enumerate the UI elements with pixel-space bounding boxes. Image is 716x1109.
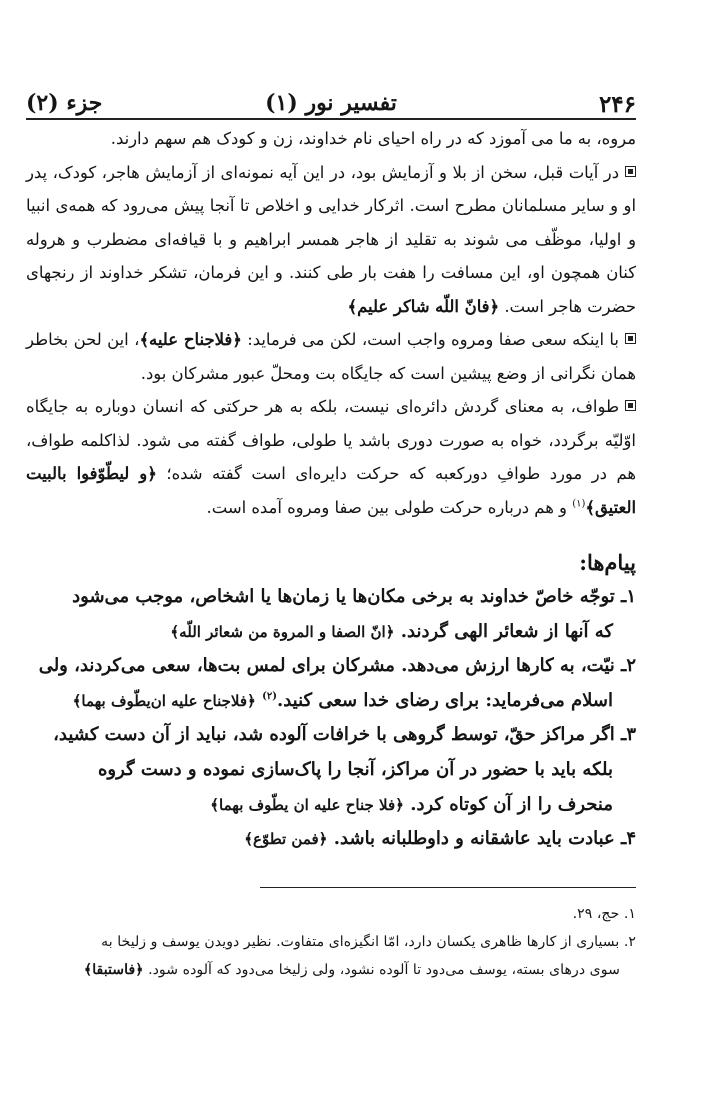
paragraph-2-text: در آیات قبل، سخن از بلا و آزمایش بود، در این آیه نمونه‌ای از آزمایش هاجر، کودک، پدر او و سایر مسلمانان مطرح است. اثرکار خدایی و اخلاص تا آنجا پیش می‌رود که همه‌ی انبیا و اولیا، موظّف می شوند به تقلید از هاجر همسر ابراهیم و با قیافه‌ای مضطرب و هروله کنان همچون او، این مسافت را هفت بار طی کنند. و این فرمان، تشکر خداوند از رنجهای حضرت هاجر است.	[26, 162, 636, 316]
verse-quote: ﴿فانّ اللّه شاکر علیم﴾	[347, 296, 500, 316]
verse-quote: ﴿فمن تطوّع﴾	[244, 830, 328, 849]
message-2	[26, 649, 636, 718]
paragraph-4	[26, 390, 636, 524]
page-header	[26, 76, 636, 120]
message-1-line-1: ۱ـ توجّه خاصّ خداوند به برخی مکان‌ها یا زمان‌ها یا اشخاص، موجب می‌شود	[72, 586, 636, 607]
paragraph-3-text-b: ، این لحن بخاطر همان نگرانی از وضع پیشین است که جایگاه بت ومحلّ عبور مشرکان بود.	[26, 330, 636, 383]
messages-list	[26, 580, 636, 857]
message-2-text: اسلام می‌فرماید: برای رضای خدا سعی کنید.	[276, 689, 613, 711]
paragraph-4-text-b: و هم درباره حرکت طولی بین صفا ومروه آمده است.	[206, 497, 573, 517]
message-1	[26, 580, 636, 649]
paragraph-1	[26, 122, 636, 156]
paragraph-3	[26, 323, 636, 390]
square-bullet-icon	[625, 400, 636, 411]
verse-quote: ﴿فلا جناح علیه ان یطّوف بهما﴾	[210, 795, 404, 814]
footnote-ref: (۲)	[262, 690, 277, 702]
footnote-2	[26, 928, 636, 984]
message-2-line-2	[26, 684, 636, 719]
footnote-2-text: سوی درهای بسته، یوسف می‌دود تا آلوده نشود، ولی زلیخا می‌دود که آلوده شود.	[148, 961, 620, 978]
message-1-text: که آنها از شعائر الهی گردند.	[400, 620, 613, 642]
verse-quote: ﴿انّ الصفا و المروة من شعائر اللّه﴾	[170, 622, 395, 641]
verse-quote: ﴿فاستبقا﴾	[83, 961, 144, 978]
message-4	[26, 822, 636, 857]
footnote-1: ۱. حج، ۲۹.	[572, 905, 636, 922]
footnote-divider	[260, 887, 636, 888]
message-3-text: منحرف را از آن کوتاه کرد.	[410, 793, 613, 815]
verse-quote: ﴿فلاجناح علیه﴾	[139, 330, 242, 349]
square-bullet-icon	[625, 333, 636, 344]
message-3-line-1: ۳ـ اگر مراکز حقّ، توسط گروهی با خرافات آلوده شد، نباید از آن دست کشید،	[53, 724, 636, 746]
footnote-2-line-1: ۲. بسیاری از کارها ظاهری یکسان دارد، امّا انگیزه‌ای متفاوت. نظیر دویدن یوسف و زلیخا به	[101, 933, 636, 950]
commentary-body	[26, 122, 636, 524]
message-3	[26, 718, 636, 822]
part-label: جزء (۲)	[26, 90, 103, 116]
messages-heading: پیام‌ها:	[579, 550, 636, 575]
message-3-line-2: بلکه باید با حضور در آن مراکز، آنجا را پاک‌سازی نموده و دست گروه	[97, 758, 613, 780]
paragraph-3-text-a: با اینکه سعی صفا ومروه واجب است، لکن می فرماید:	[247, 330, 619, 349]
paragraph-2	[26, 156, 636, 324]
message-4-text: ۴ـ عبادت باید عاشقانه و داوطلبانه باشد.	[333, 828, 636, 850]
paragraph-4-text-a: طواف، به معنای گردش دائره‌ای نیست، بلکه به هر حرکتی که انسان دوباره به جایگاه اوّلیّه برگردد، خواه به صورت دوری باشد یا طولی، طواف گفته می شود. لذاکلمه طواف، هم در مورد طوافِ دورکعبه که حرکت دایره‌ای است گفته شده؛	[26, 397, 636, 483]
verse-quote: ﴿و لیطّوّفوا بالبیت العتیق﴾	[26, 464, 636, 517]
book-page	[26, 76, 636, 1096]
verse-quote: ﴿فلاجناح علیه ان‌یطّوف بهما﴾	[72, 691, 256, 710]
footnote-2-line-2	[26, 956, 636, 984]
running-title: تفسیر نور (۱)	[265, 90, 397, 116]
message-2-line-1: ۲ـ نیّت، به کارها ارزش می‌دهد. مشرکان برای لمس بت‌ها، سعی می‌کردند، ولی	[38, 655, 636, 677]
footnotes	[26, 900, 636, 984]
page-number: ۲۴۶	[598, 91, 636, 118]
paragraph-1-text: مروه، به ما می آموزد که در راه احیای نام خداوند، زن و کودک هم سهم دارند.	[110, 129, 636, 148]
message-3-line-3	[26, 788, 636, 823]
square-bullet-icon	[625, 166, 636, 177]
footnote-ref: (۱)	[572, 498, 586, 510]
message-1-line-2	[26, 615, 636, 650]
